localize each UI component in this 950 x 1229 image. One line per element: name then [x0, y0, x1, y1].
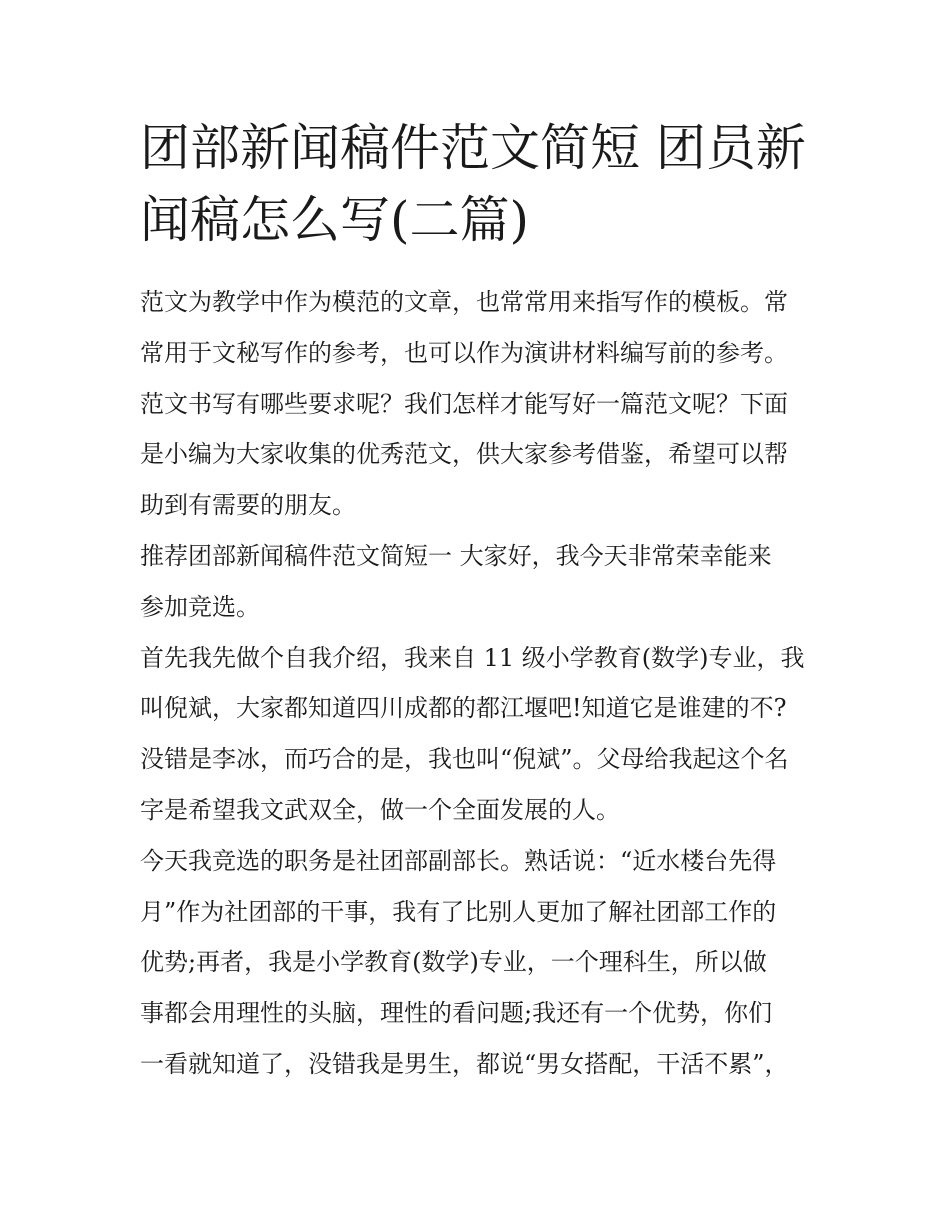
candidacy-paragraph — [140, 836, 820, 1090]
title-line: 团部新闻稿件范文简短 团员新 — [140, 119, 806, 177]
text-line: 首先我先做个自我介绍，我来自 11 级小学教育(数学)专业，我 — [140, 643, 805, 672]
text-line: 今天我竞选的职务是社团部副部长。熟话说：“近水楼台先得 — [140, 846, 777, 875]
text-line: 范文为教学中作为模范的文章，也常常用来指写作的模板。常 — [140, 288, 788, 316]
text-line: 没错是李冰，而巧合的是，我也叫“倪斌”。父母给我起这个名 — [140, 745, 789, 774]
document-body — [140, 277, 820, 1090]
document-title — [140, 112, 820, 256]
text-line: 一看就知道了，没错我是男生，都说“男女搭配，干活不累”， — [140, 1049, 789, 1078]
text-line: 字是希望我文武双全，做一个全面发展的人。 — [140, 795, 620, 824]
intro-paragraph — [140, 277, 820, 531]
self-introduction-paragraph — [140, 633, 820, 836]
text-line: 参加竞选。 — [140, 592, 260, 621]
text-line: 范文书写有哪些要求呢？我们怎样才能写好一篇范文呢？下面 — [140, 389, 788, 418]
title-line: 闻稿怎么写(二篇) — [140, 191, 530, 249]
text-line: 月”作为社团部的干事，我有了比别人更加了解社团部工作的 — [140, 897, 777, 926]
greeting-paragraph — [140, 531, 820, 633]
text-line: 助到有需要的朋友。 — [140, 491, 356, 520]
text-line: 优势;再者，我是小学教育(数学)专业，一个理科生，所以做 — [140, 948, 767, 977]
text-line: 事都会用理性的头脑，理性的看问题;我还有一个优势，你们 — [140, 999, 773, 1028]
text-line: 推荐团部新闻稿件范文简短一 大家好，我今天非常荣幸能来 — [140, 541, 772, 570]
text-line: 常用于文秘写作的参考，也可以作为演讲材料编写前的参考。 — [140, 338, 788, 367]
text-line: 叫倪斌，大家都知道四川成都的都江堰吧!知道它是谁建的不? — [140, 694, 787, 723]
text-line: 是小编为大家收集的优秀范文，供大家参考借鉴，希望可以帮 — [140, 440, 788, 469]
